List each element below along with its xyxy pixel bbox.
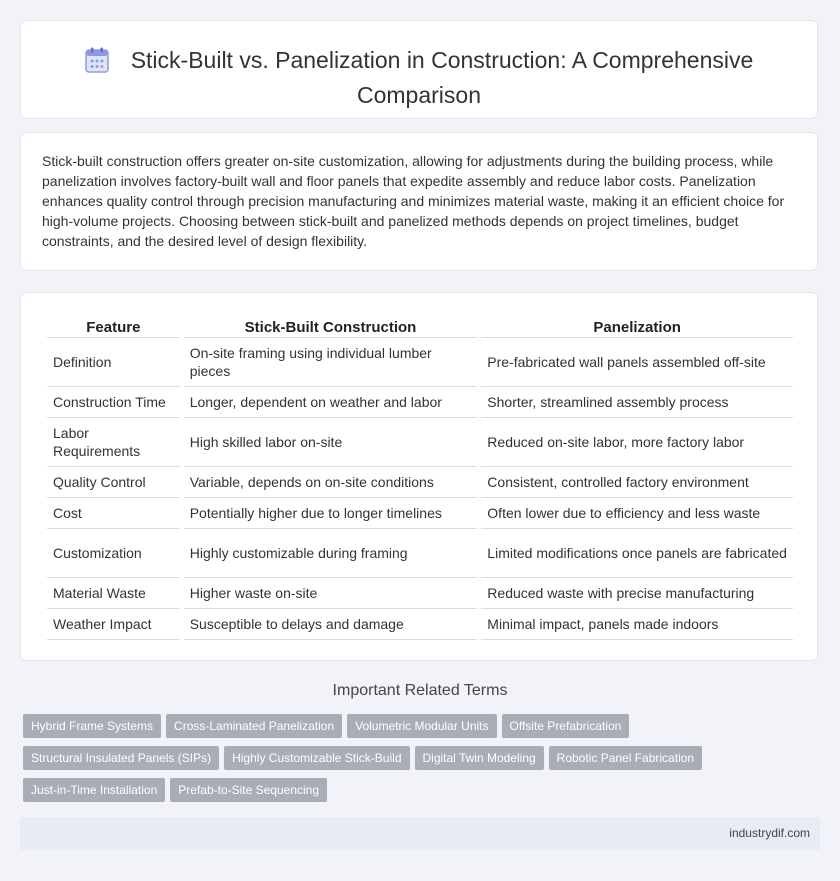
cell-stick-built: Susceptible to delays and damage — [184, 609, 478, 640]
cell-stick-built: Potentially higher due to longer timelines — [184, 498, 478, 529]
tag-cross-laminated-panelization[interactable]: Cross-Laminated Panelization — [166, 714, 342, 738]
cell-panelization: Limited modifications once panels are fabricated — [481, 529, 793, 578]
tag-structural-insulated-panels[interactable]: Structural Insulated Panels (SIPs) — [23, 746, 219, 770]
footer-site-link[interactable]: industrydif.com — [729, 826, 810, 840]
cell-panelization: Minimal impact, panels made indoors — [481, 609, 793, 640]
cell-panelization: Pre-fabricated wall panels assembled off-site — [481, 338, 793, 387]
cell-stick-built: High skilled labor on-site — [184, 418, 478, 467]
tag-hybrid-frame-systems[interactable]: Hybrid Frame Systems — [23, 714, 161, 738]
related-terms-tags — [23, 714, 813, 810]
cell-stick-built: Highly customizable during framing — [184, 529, 478, 578]
table-row — [47, 387, 793, 418]
cell-stick-built: Variable, depends on on-site conditions — [184, 467, 478, 498]
table-row — [47, 609, 793, 640]
cell-panelization: Often lower due to efficiency and less waste — [481, 498, 793, 529]
table-row — [47, 578, 793, 609]
comparison-table — [43, 317, 797, 640]
cell-feature: Labor Requirements — [47, 418, 180, 467]
cell-feature: Quality Control — [47, 467, 180, 498]
tag-robotic-panel-fabrication[interactable]: Robotic Panel Fabrication — [549, 746, 702, 770]
cell-panelization: Consistent, controlled factory environment — [481, 467, 793, 498]
table-row — [47, 418, 793, 467]
tag-highly-customizable-stick-build[interactable]: Highly Customizable Stick-Build — [224, 746, 409, 770]
comparison-table-card — [20, 292, 818, 661]
cell-feature: Definition — [47, 338, 180, 387]
table-row — [47, 338, 793, 387]
page-title: Stick-Built vs. Panelization in Construction: A Comprehensive Comparison — [130, 47, 754, 108]
related-terms-title: Important Related Terms — [332, 682, 508, 699]
title-row — [21, 45, 817, 110]
tag-prefab-to-site-sequencing[interactable]: Prefab-to-Site Sequencing — [170, 778, 327, 802]
table-row — [47, 467, 793, 498]
header-stick-built: Stick-Built Construction — [184, 317, 478, 338]
cell-feature: Material Waste — [47, 578, 180, 609]
cell-panelization: Shorter, streamlined assembly process — [481, 387, 793, 418]
cell-feature: Customization — [47, 529, 180, 578]
calendar-icon — [85, 47, 109, 80]
tag-digital-twin-modeling[interactable]: Digital Twin Modeling — [415, 746, 544, 770]
table-row — [47, 498, 793, 529]
intro-paragraph: Stick-built construction offers greater on-site customization, allowing for adjustments during the building process, while panelization involves factory-built wall and floor panels that expedite assembly and reduce labor costs. Panelization enhances quality control through precision manufacturing and minimizes material waste, making it an efficient choice for high-volume projects. Choosing between stick-built and panelized methods depends on project timelines, budget constraints, and the desired level of design flexibility. — [42, 153, 785, 249]
tag-offsite-prefabrication[interactable]: Offsite Prefabrication — [502, 714, 630, 738]
table-header-row — [47, 317, 793, 338]
cell-panelization: Reduced on-site labor, more factory labor — [481, 418, 793, 467]
cell-stick-built: Higher waste on-site — [184, 578, 478, 609]
footer — [20, 817, 820, 850]
title-card — [20, 20, 818, 119]
cell-feature: Cost — [47, 498, 180, 529]
cell-stick-built: On-site framing using individual lumber pieces — [184, 338, 478, 387]
cell-stick-built: Longer, dependent on weather and labor — [184, 387, 478, 418]
cell-feature: Weather Impact — [47, 609, 180, 640]
header-feature: Feature — [47, 317, 180, 338]
cell-panelization: Reduced waste with precise manufacturing — [481, 578, 793, 609]
intro-card — [20, 132, 818, 271]
table-row — [47, 529, 793, 578]
tag-volumetric-modular-units[interactable]: Volumetric Modular Units — [347, 714, 496, 738]
header-panelization: Panelization — [481, 317, 793, 338]
tag-just-in-time-installation[interactable]: Just-in-Time Installation — [23, 778, 165, 802]
cell-feature: Construction Time — [47, 387, 180, 418]
